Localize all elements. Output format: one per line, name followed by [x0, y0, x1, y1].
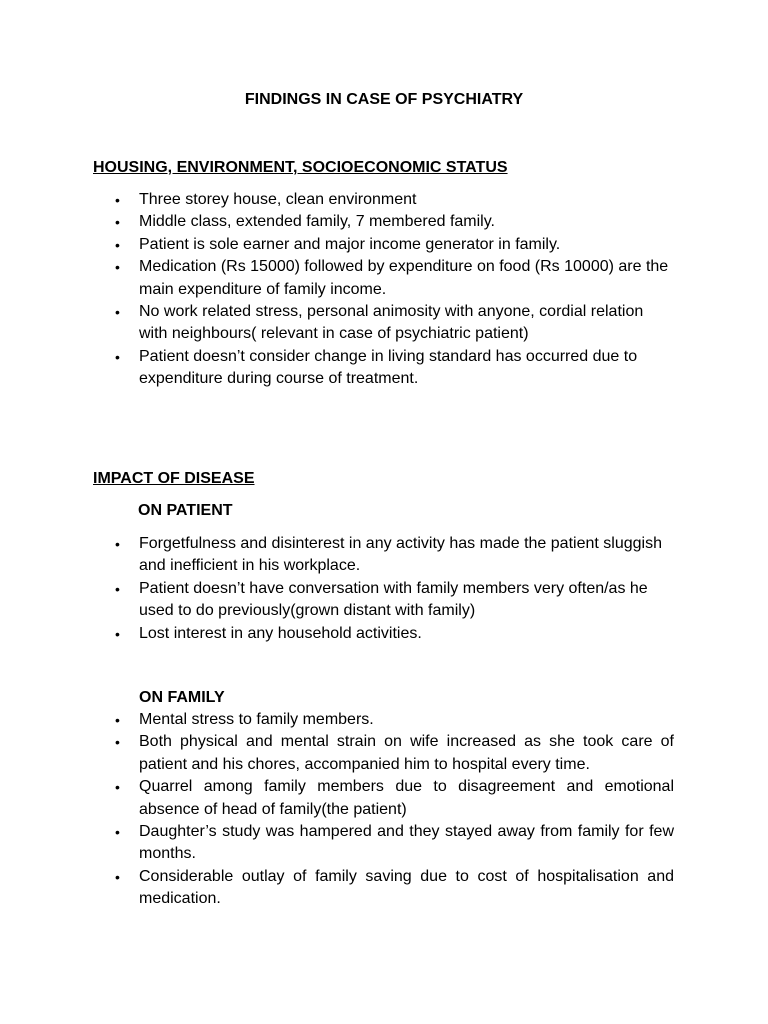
list-item: • Middle class, extended family, 7 membered family.	[139, 211, 674, 233]
list-item: • Patient doesn’t have conversation with family members very often/as he used to do previously(grown distant with family)	[115, 579, 648, 620]
list-item: • Patient is sole earner and major income generator in family.	[139, 234, 674, 256]
bullet-icon: •	[115, 192, 120, 208]
on-patient-heading: ON PATIENT	[138, 502, 233, 519]
list-item: • Mental stress to family members.	[139, 709, 674, 731]
page-title: FINDINGS IN CASE OF PSYCHIATRY	[244, 91, 524, 108]
list-item: • Considerable outlay of family saving due to cost of hospitalisation and medication.	[115, 867, 674, 908]
list-item: • Three storey house, clean environment	[139, 189, 674, 211]
list-item: • Daughter’s study was hampered and they stayed away from family for few months.	[115, 823, 674, 863]
bullet-icon: •	[115, 259, 120, 276]
bullet-icon: •	[115, 625, 120, 642]
bullet-icon: •	[115, 304, 120, 321]
bullet-icon: •	[115, 580, 120, 597]
list-item: • Forgetfulness and disinterest in any activity has made the patient sluggish and inefficient in his workplace.	[115, 535, 662, 575]
bullet-icon: •	[115, 536, 120, 552]
housing-section-heading: HOUSING, ENVIRONMENT, SOCIOECONOMIC STATUS	[93, 159, 508, 176]
bullet-icon: •	[115, 348, 120, 365]
bullet-icon: •	[115, 712, 120, 728]
housing-list	[115, 189, 674, 391]
on-family-list	[115, 709, 674, 911]
bullet-icon: •	[115, 868, 120, 885]
bullet-icon: •	[115, 824, 120, 841]
on-family-heading: ON FAMILY	[139, 689, 225, 706]
list-item: • Patient doesn’t consider change in living standard has occurred due to expenditure during course of treatment.	[115, 347, 638, 388]
list-item: • Medication (Rs 15000) followed by expenditure on food (Rs 10000) are the main expenditure of family income.	[115, 258, 669, 298]
list-item: • Both physical and mental strain on wife increased as she took care of patient and his chores, accompanied him to hospital every time.	[115, 733, 674, 773]
bullet-icon: •	[115, 236, 120, 253]
bullet-icon: •	[115, 214, 120, 231]
impact-section-heading: IMPACT OF DISEASE	[93, 470, 255, 487]
bullet-icon: •	[115, 734, 120, 751]
bullet-icon: •	[115, 779, 120, 796]
list-item: • Lost interest in any household activities.	[139, 623, 674, 645]
list-item: • No work related stress, personal animosity with anyone, cordial relation with neighbours( relevant in case of psychiatric patient)	[115, 303, 644, 343]
on-patient-list	[115, 533, 674, 645]
list-item: • Quarrel among family members due to disagreement and emotional absence of head of family(the patient)	[115, 778, 674, 818]
